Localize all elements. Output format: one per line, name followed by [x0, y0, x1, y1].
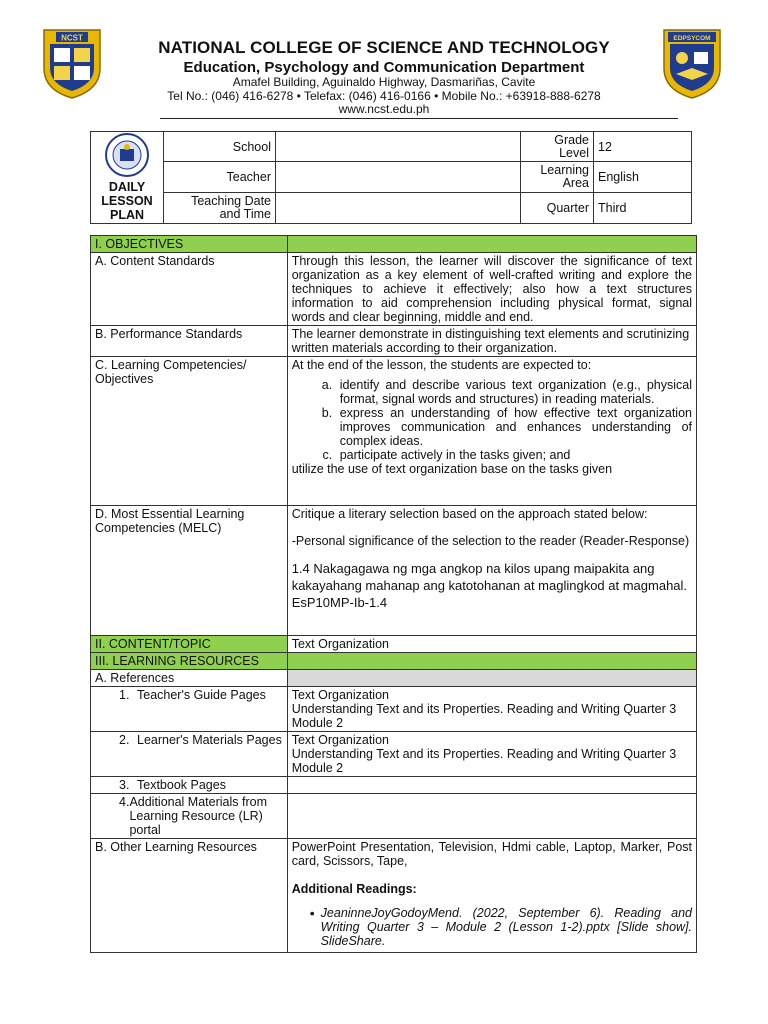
area-label-line2: Area	[562, 175, 589, 190]
teachers-guide-label	[91, 687, 288, 732]
quarter-label: Quarter	[521, 192, 594, 223]
daily-label: DAILY	[108, 180, 146, 194]
other-resources-text: PowerPoint Presentation, Television, Hdmi cable, Laptop, Marker, Post card, Scissors, Tape,	[291, 840, 692, 868]
lesson-info-table	[90, 131, 692, 224]
date-label-line1: Teaching Date	[191, 193, 271, 208]
college-website: www.ncst.edu.ph	[338, 102, 430, 116]
performance-standards-text: The learner demonstrate in distinguishing text elements and scrutinizing written materials according to their organization.	[287, 326, 696, 357]
school-value	[276, 132, 521, 162]
learning-resources-heading: III. LEARNING RESOURCES	[91, 653, 288, 670]
learning-resources-heading-fill	[287, 653, 696, 670]
content-standards-label: A. Content Standards	[91, 253, 288, 326]
references-fill	[287, 670, 696, 687]
learners-materials-value	[287, 732, 696, 777]
ref-title: Text Organization	[291, 688, 389, 702]
additional-readings-heading: Additional Readings:	[291, 882, 417, 896]
college-address: Amafel Building, Aguinaldo Highway, Dasmariñas, Cavite	[232, 75, 536, 89]
department-seal-text: EDPSYCOM	[673, 35, 711, 42]
college-name: NATIONAL COLLEGE OF SCIENCE AND TECHNOLOGY	[158, 38, 610, 57]
college-seal-icon	[40, 24, 104, 100]
teaching-date-label	[164, 192, 276, 223]
grade-label-line2: Level	[559, 145, 589, 160]
teaching-date-value	[276, 192, 521, 223]
learning-competencies-label: C. Learning Competencies/ Objectives	[91, 357, 288, 506]
teacher-value	[276, 162, 521, 192]
content-topic-value: Text Organization	[287, 636, 696, 653]
content-standards-text: Through this lesson, the learner will discover the significance of text organization as a key element of well-crafted writing and explore the techniques to achieve it effectively; also how a text structures information to aid comprehension including physical format, signal words and clear beginning, middle and end.	[287, 253, 696, 326]
textbook-pages-value	[287, 777, 696, 794]
plan-label: PLAN	[109, 208, 145, 222]
melc-line-2: -Personal significance of the selection to the reader (Reader-Response)	[291, 534, 690, 548]
melc-label: D. Most Essential Learning Competencies (MELC)	[91, 506, 288, 636]
deped-seal-icon	[105, 133, 149, 177]
learning-area-value: English	[594, 162, 692, 192]
ref-number: 1.	[119, 688, 130, 702]
bullet-icon: •	[309, 905, 315, 921]
objective-item: b. express an understanding of how effective text organization improves communication and enhances understanding of complex ideas.	[336, 406, 692, 448]
other-resources-cell	[287, 839, 696, 953]
college-seal-text: NCST	[61, 33, 83, 43]
department-name: Education, Psychology and Communication Department	[183, 59, 585, 76]
performance-standards-label: B. Performance Standards	[91, 326, 288, 357]
header-divider	[160, 118, 678, 119]
ref-label: Additional Materials from Learning Resource (LR) portal	[129, 795, 267, 837]
ref-title: Text Organization	[291, 733, 389, 747]
additional-materials-label	[91, 794, 288, 839]
additional-reading-text: JeaninneJoyGodoyMend. (2022, September 6). Reading and Writing Quarter 3 – Module 2 (Lesson 1-2).pptx [Slide show]. SlideShare.	[320, 906, 692, 948]
references-label: A. References	[91, 670, 288, 687]
date-label-line2: and Time	[219, 206, 271, 221]
learning-area-label	[521, 162, 594, 192]
deped-cell	[91, 132, 164, 224]
school-label: School	[164, 132, 276, 162]
objectives-heading: I. OBJECTIVES	[91, 236, 288, 253]
learning-competencies-cell	[287, 357, 696, 506]
ref-label: Learner's Materials Pages	[137, 733, 282, 747]
ref-detail: Understanding Text and its Properties. Reading and Writing Quarter 3 Module 2	[291, 747, 677, 775]
teachers-guide-value	[287, 687, 696, 732]
ref-number: 3.	[119, 778, 130, 792]
objective-item: a. identify and describe various text organization (e.g., physical format, signal words and structures) in reading materials.	[336, 378, 692, 406]
lesson-plan-table	[90, 235, 697, 953]
objectives-heading-fill	[287, 236, 696, 253]
ref-detail: Understanding Text and its Properties. Reading and Writing Quarter 3 Module 2	[291, 702, 677, 730]
ref-label: Teacher's Guide Pages	[137, 688, 266, 702]
melc-line-1: Critique a literary selection based on the approach stated below:	[291, 507, 648, 521]
ref-number: 2.	[119, 733, 130, 747]
melc-cell	[287, 506, 696, 636]
ref-label: Textbook Pages	[137, 778, 226, 792]
grade-label-line1: Grade	[554, 132, 589, 147]
lesson-label: LESSON	[101, 194, 153, 208]
contact-numbers: Tel No.: (046) 416-6278 • Telefax: (046) 416-0166 • Mobile No.: +63918-888-6278	[167, 89, 601, 103]
other-resources-label: B. Other Learning Resources	[91, 839, 288, 953]
learners-materials-label	[91, 732, 288, 777]
textbook-pages-label	[91, 777, 288, 794]
teacher-label: Teacher	[164, 162, 276, 192]
document-header	[0, 0, 768, 120]
competencies-outro: utilize the use of text organization base on the tasks given	[291, 462, 613, 476]
additional-reading-item	[292, 906, 692, 948]
objective-item: c. participate actively in the tasks given; and	[336, 448, 692, 462]
area-label-line1: Learning	[540, 162, 589, 177]
additional-materials-value	[287, 794, 696, 839]
content-topic-heading: II. CONTENT/TOPIC	[91, 636, 288, 653]
grade-level-value: 12	[594, 132, 692, 162]
objectives-list	[292, 378, 692, 462]
quarter-value: Third	[594, 192, 692, 223]
ref-number: 4.	[119, 795, 130, 809]
grade-level-label	[521, 132, 594, 162]
department-seal-icon	[660, 24, 724, 100]
competencies-intro: At the end of the lesson, the students are expected to:	[291, 358, 592, 372]
melc-line-3: 1.4 Nakagagawa ng mga angkop na kilos upang maipakita ang kakayahang mahanap ang katotohanan at maglingkod at magmahal. EsP10MP-Ib-1.4	[291, 561, 688, 610]
